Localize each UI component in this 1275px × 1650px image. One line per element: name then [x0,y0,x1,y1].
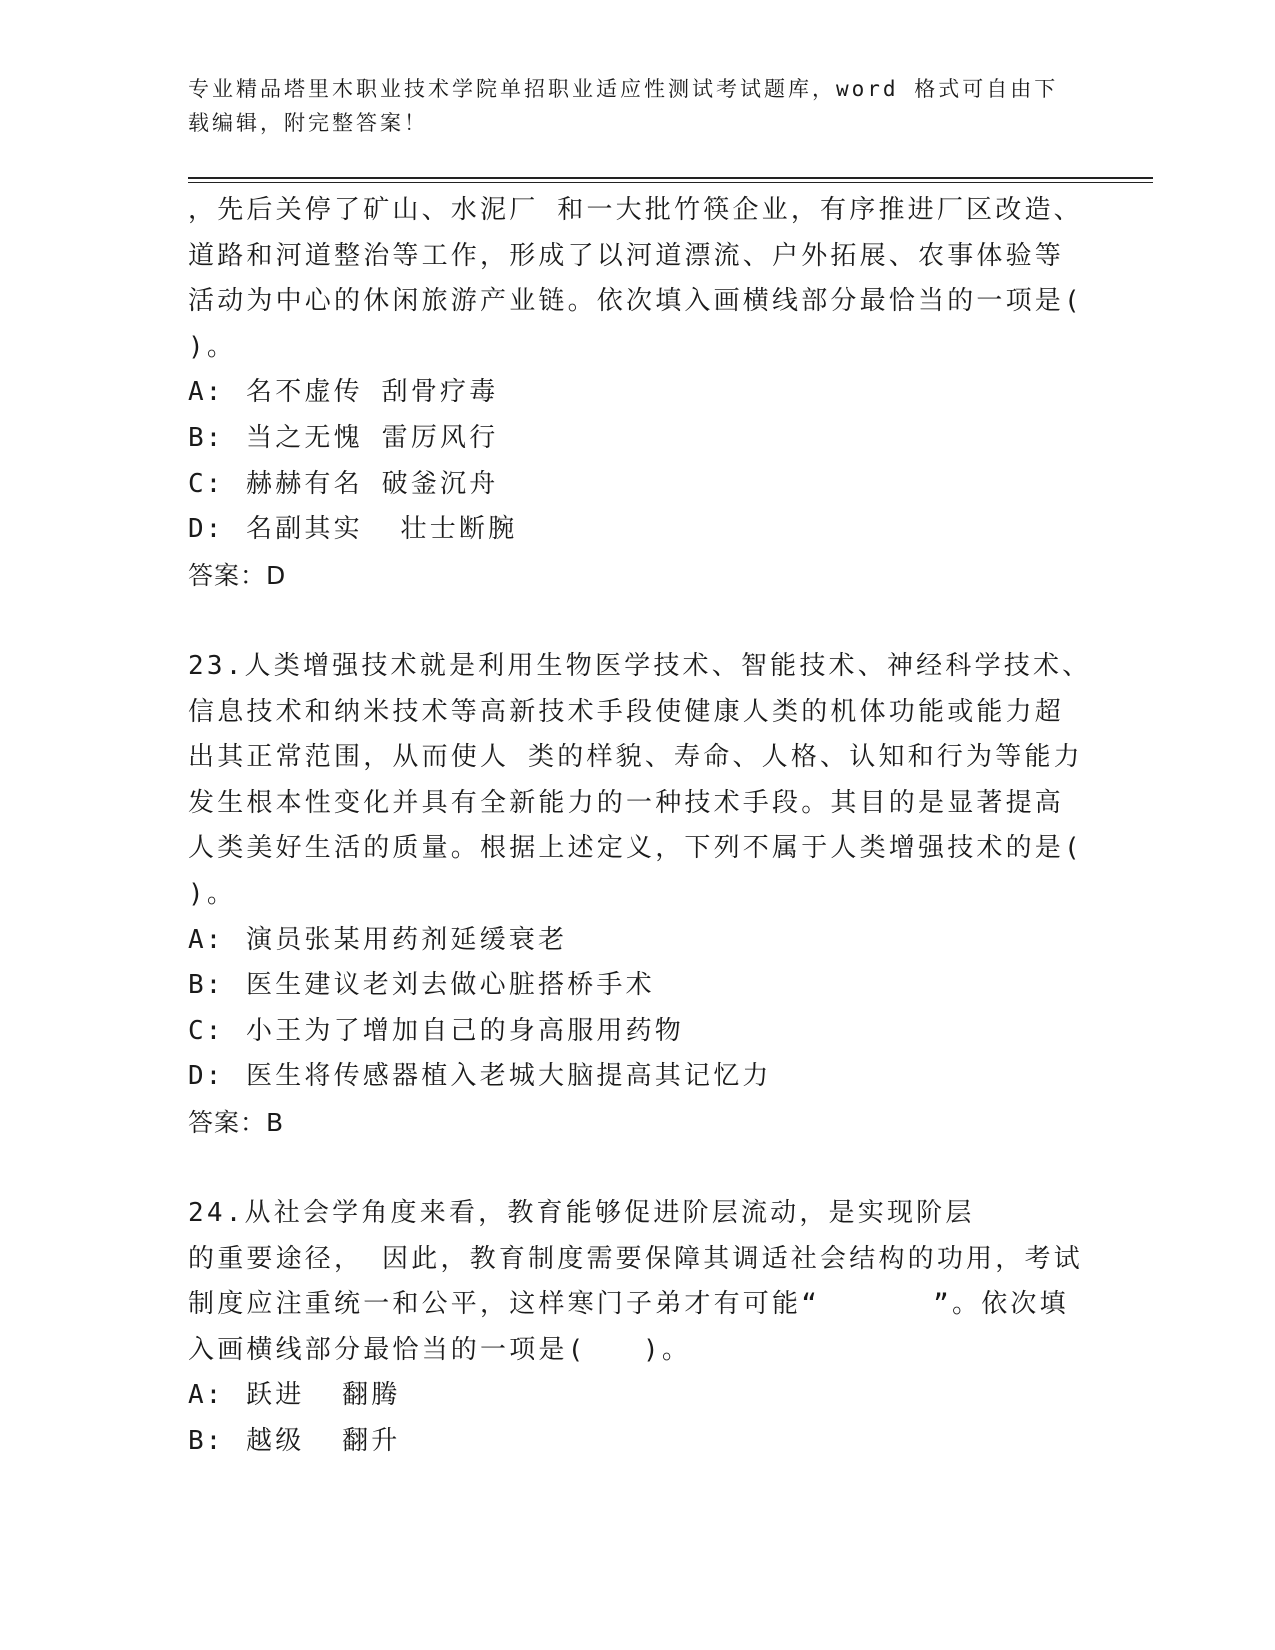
question-23-line: 发生根本性变化并具有全新能力的一种技术手段。其目的是显著提高 [188,787,1065,818]
question-23-line: 人类美好生活的质量。根据上述定义，下列不属于人类增强技术的是( [188,833,1083,864]
header-line-2: 载编辑，附完整答案！ [188,111,428,135]
option-text: 医生将传感器植入老城大脑提高其记忆力 [246,1061,772,1092]
question-24-option-b [188,1419,1068,1465]
option-letter: B: [188,970,224,1001]
option-text: 跃进 翻腾 [246,1380,401,1411]
question-22-option-b [188,416,1068,462]
question-24 [188,1191,1083,1465]
question-22-option-d [188,507,1068,553]
question-22-answer: 答案：D [188,560,287,590]
question-24-line: 制度应注重统一和公平，这样寒门子弟才有可能“ ”。依次填 [188,1289,1069,1320]
option-letter: A: [188,377,224,408]
option-text: 医生建议老刘去做心脏搭桥手术 [246,970,655,1001]
question-23 [188,644,1092,1146]
question-22-option-c [188,462,1068,508]
question-22-option-a [188,370,1068,416]
option-letter: A: [188,924,224,955]
option-letter: D: [188,1061,224,1092]
option-text: 赫赫有名 破釜沉舟 [246,468,499,499]
option-letter: D: [188,514,224,545]
option-text: 名不虚传 刮骨疗毒 [246,377,499,408]
spacer [188,598,1068,644]
question-23-line: 信息技术和纳米技术等高新技术手段使健康人类的机体功能或能力超 [188,696,1065,727]
option-text: 名副其实 壮士断腕 [246,514,518,545]
question-23-option-c [188,1009,1068,1055]
question-content [188,188,1092,1465]
question-24-line: 的重要途径， 因此，教育制度需要保障其调适社会结构的功用，考试 [188,1243,1083,1274]
option-letter: A: [188,1380,224,1411]
question-22-line: 道路和河道整治等工作，形成了以河道漂流、户外拓展、农事体验等 [188,240,1065,271]
question-23-line: 出其正常范围，从而使人 类的样貌、寿命、人格、认知和行为等能力 [188,742,1083,773]
option-letter: B: [188,422,224,453]
question-24-line: 24.从社会学角度来看，教育能够促进阶层流动，是实现阶层 [188,1198,975,1229]
option-text: 越级 翻升 [246,1426,401,1457]
question-23-option-b [188,963,1068,1009]
option-text: 演员张某用药剂延缓衰老 [246,924,568,955]
option-text: 当之无愧 雷厉风行 [246,422,499,453]
question-23-answer: 答案：B [188,1107,285,1137]
question-23-line: )。 [188,878,237,909]
question-22 [188,188,1083,598]
header-line-1: 专业精品塔里木职业技术学院单招职业适应性测试考试题库，word 格式可自由下 [188,77,1059,101]
question-24-option-a [188,1373,1068,1419]
question-23-option-d [188,1054,1068,1100]
question-22-line: ，先后关停了矿山、水泥厂 和一大批竹筷企业，有序推进厂区改造、 [188,195,1083,225]
option-text: 小王为了增加自己的身高服用药物 [246,1015,685,1046]
question-24-line: 入画横线部分最恰当的一项是( )。 [188,1334,692,1365]
option-letter: B: [188,1426,224,1457]
question-22-line: )。 [188,331,237,362]
question-23-line: 23.人类增强技术就是利用生物医学技术、智能技术、神经科学技术、 [188,650,1092,681]
option-letter: C: [188,468,224,499]
spacer [188,1145,1068,1191]
option-letter: C: [188,1015,224,1046]
question-22-line: 活动为中心的休闲旅游产业链。依次填入画横线部分最恰当的一项是( [188,286,1083,317]
question-23-option-a [188,918,1068,964]
header-divider [188,177,1153,183]
page-header [188,72,1068,140]
